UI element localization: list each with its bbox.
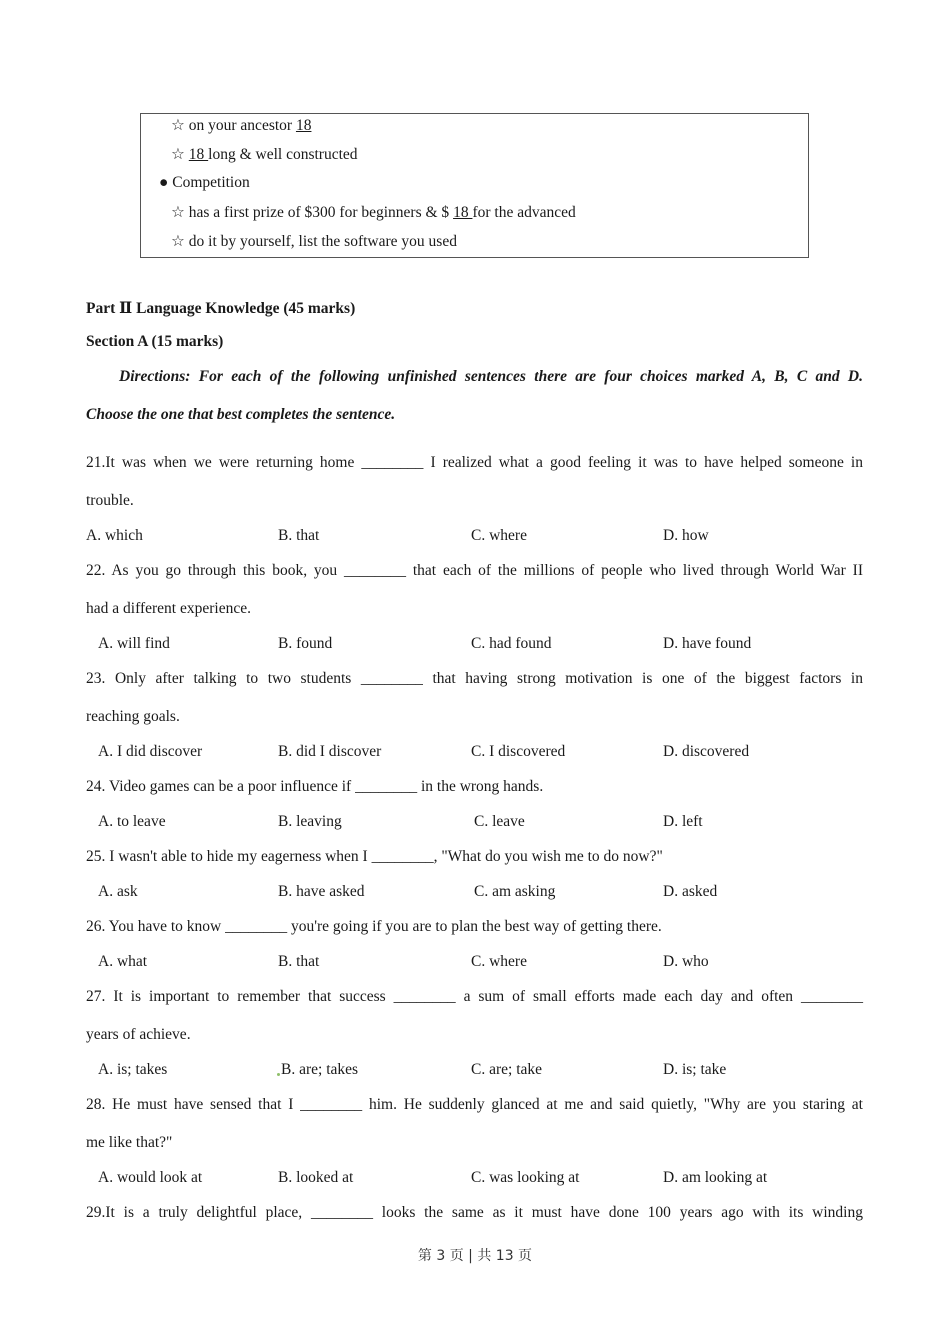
question-21-line-1: 21.It was when we were returning home ________ I realized what a good feeling it was to have helped someone in	[86, 454, 863, 471]
q26-option-b: B. that	[278, 953, 320, 970]
notes-box	[140, 113, 809, 258]
section-title: Section A (15 marks)	[86, 333, 224, 350]
question-27-line-1: 27. It is important to remember that success ________ a sum of small efforts made each day and often ________	[86, 988, 863, 1005]
q22-option-b: B. found	[278, 635, 333, 652]
question-28-line-1: 28. He must have sensed that I ________ him. He suddenly glanced at me and said quietly, "Why are you staring at	[86, 1096, 863, 1113]
question-28-line-2: me like that?"	[86, 1134, 173, 1151]
q23-option-d: D. discovered	[663, 743, 750, 760]
q26-option-d: D. who	[663, 953, 709, 970]
directions-line-1: Directions: For each of the following unfinished sentences there are four choices marked A, B, C and D.	[119, 368, 863, 385]
q21-option-a: A. which	[86, 527, 143, 544]
question-24-line-1: 24. Video games can be a poor influence if ________ in the wrong hands.	[86, 778, 544, 795]
q22-option-d: D. have found	[663, 635, 752, 652]
question-29-line-1: 29.It is a truly delightful place, ________ looks the same as it must have done 100 years ago with its winding	[86, 1204, 863, 1221]
q22-option-c: C. had found	[471, 635, 552, 652]
box-line-3: ● Competition	[159, 174, 250, 191]
q21-option-c: C. where	[471, 527, 527, 544]
question-22-line-2: had a different experience.	[86, 600, 251, 617]
page-footer: 第 3 页 | 共 13 页	[417, 1248, 533, 1264]
question-25-line-1: 25. I wasn't able to hide my eagerness when I ________, "What do you wish me to do now?"	[86, 848, 663, 865]
stray-mark	[277, 1073, 280, 1076]
q26-option-a: A. what	[98, 953, 148, 970]
q23-option-c: C. I discovered	[471, 743, 566, 760]
q24-option-b: B. leaving	[278, 813, 342, 830]
q28-option-a: A. would look at	[98, 1169, 203, 1186]
question-26-line-1: 26. You have to know ________ you're going if you are to plan the best way of getting there.	[86, 918, 662, 935]
question-22-line-1: 22. As you go through this book, you ________ that each of the millions of people who lived through World War II	[86, 562, 863, 579]
question-23-line-2: reaching goals.	[86, 708, 180, 725]
box-line-1: ☆ on your ancestor 18	[171, 117, 312, 134]
q25-option-d: D. asked	[663, 883, 718, 900]
question-23-line-1: 23. Only after talking to two students ________ that having strong motivation is one of the biggest factors in	[86, 670, 863, 687]
q27-option-d: D. is; take	[663, 1061, 727, 1078]
q28-option-d: D. am looking at	[663, 1169, 768, 1186]
box-line-4: ☆ has a first prize of $300 for beginners & $ 18 for the advanced	[171, 204, 576, 221]
question-27-line-2: years of achieve.	[86, 1026, 191, 1043]
q23-option-a: A. I did discover	[98, 743, 203, 760]
q27-option-b: B. are; takes	[281, 1061, 359, 1078]
q23-option-b: B. did I discover	[278, 743, 382, 760]
q25-option-a: A. ask	[98, 883, 138, 900]
q22-option-a: A. will find	[98, 635, 170, 652]
q21-option-b: B. that	[278, 527, 320, 544]
question-21-line-2: trouble.	[86, 492, 134, 509]
q28-option-c: C. was looking at	[471, 1169, 580, 1186]
part-title: Part Ⅱ Language Knowledge (45 marks)	[86, 300, 356, 317]
q25-option-b: B. have asked	[278, 883, 365, 900]
q24-option-d: D. left	[663, 813, 703, 830]
q27-option-c: C. are; take	[471, 1061, 543, 1078]
q26-option-c: C. where	[471, 953, 527, 970]
directions-line-2: Choose the one that best completes the sentence.	[86, 406, 396, 423]
box-line-5: ☆ do it by yourself, list the software you used	[171, 233, 457, 250]
box-line-2: ☆ 18 long & well constructed	[171, 146, 358, 163]
q27-option-a: A. is; takes	[98, 1061, 168, 1078]
q24-option-c: C. leave	[474, 813, 525, 830]
q28-option-b: B. looked at	[278, 1169, 354, 1186]
q21-option-d: D. how	[663, 527, 709, 544]
q25-option-c: C. am asking	[474, 883, 556, 900]
q24-option-a: A. to leave	[98, 813, 166, 830]
